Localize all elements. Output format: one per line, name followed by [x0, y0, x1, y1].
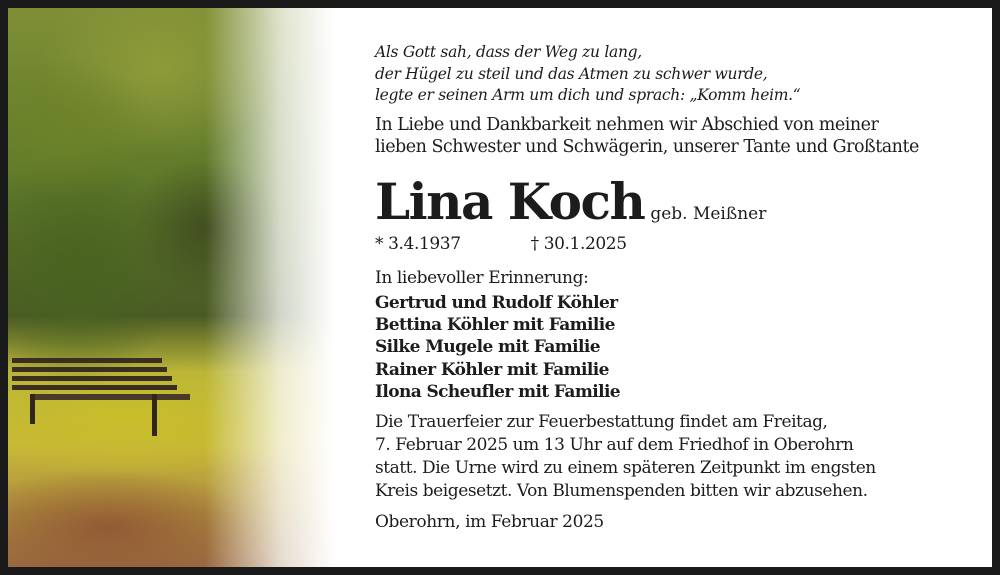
intro-line: lieben Schwester und Schwägerin, unserer Tante und Großtante	[375, 137, 919, 157]
mourners-list	[375, 292, 620, 403]
service-line: Kreis beigesetzt. Von Blumenspenden bitten wir abzusehen.	[375, 481, 868, 501]
poem	[375, 42, 800, 107]
poem-line: legte er seinen Arm um dich und sprach: „Komm heim.“	[375, 86, 801, 104]
death-date: † 30.1.2025	[530, 234, 627, 254]
intro	[375, 114, 919, 158]
birth-name: geb. Meißner	[650, 204, 767, 224]
memorial-heading: In liebevoller Erinnerung:	[375, 268, 589, 288]
deceased-name-block	[375, 172, 766, 231]
service-info	[375, 411, 876, 503]
deceased-name: Lina Koch	[375, 172, 645, 231]
service-line: statt. Die Urne wird zu einem späteren Zeitpunkt im engsten	[375, 458, 876, 478]
birth-date: * 3.4.1937	[375, 234, 461, 254]
mourner: Rainer Köhler mit Familie	[375, 359, 609, 380]
poem-line: der Hügel zu steil und das Atmen zu schwer wurde,	[375, 64, 768, 83]
service-line: Die Trauerfeier zur Feuerbestattung findet am Freitag,	[375, 412, 828, 432]
place-date: Oberohrn, im Februar 2025	[375, 512, 604, 532]
mourner: Gertrud und Rudolf Köhler	[375, 293, 618, 313]
mourner: Silke Mugele mit Familie	[375, 337, 600, 358]
life-dates	[375, 234, 627, 254]
mourner: Ilona Scheufler mit Familie	[375, 381, 621, 402]
mourner: Bettina Köhler mit Familie	[375, 315, 615, 336]
service-line: 7. Februar 2025 um 13 Uhr auf dem Friedhof in Oberohrn	[375, 435, 854, 455]
intro-line: In Liebe und Dankbarkeit nehmen wir Abschied von meiner	[375, 115, 879, 135]
obituary-notice	[8, 8, 992, 567]
poem-line: Als Gott sah, dass der Weg zu lang,	[375, 43, 642, 61]
photo-fade-overlay	[8, 8, 348, 567]
